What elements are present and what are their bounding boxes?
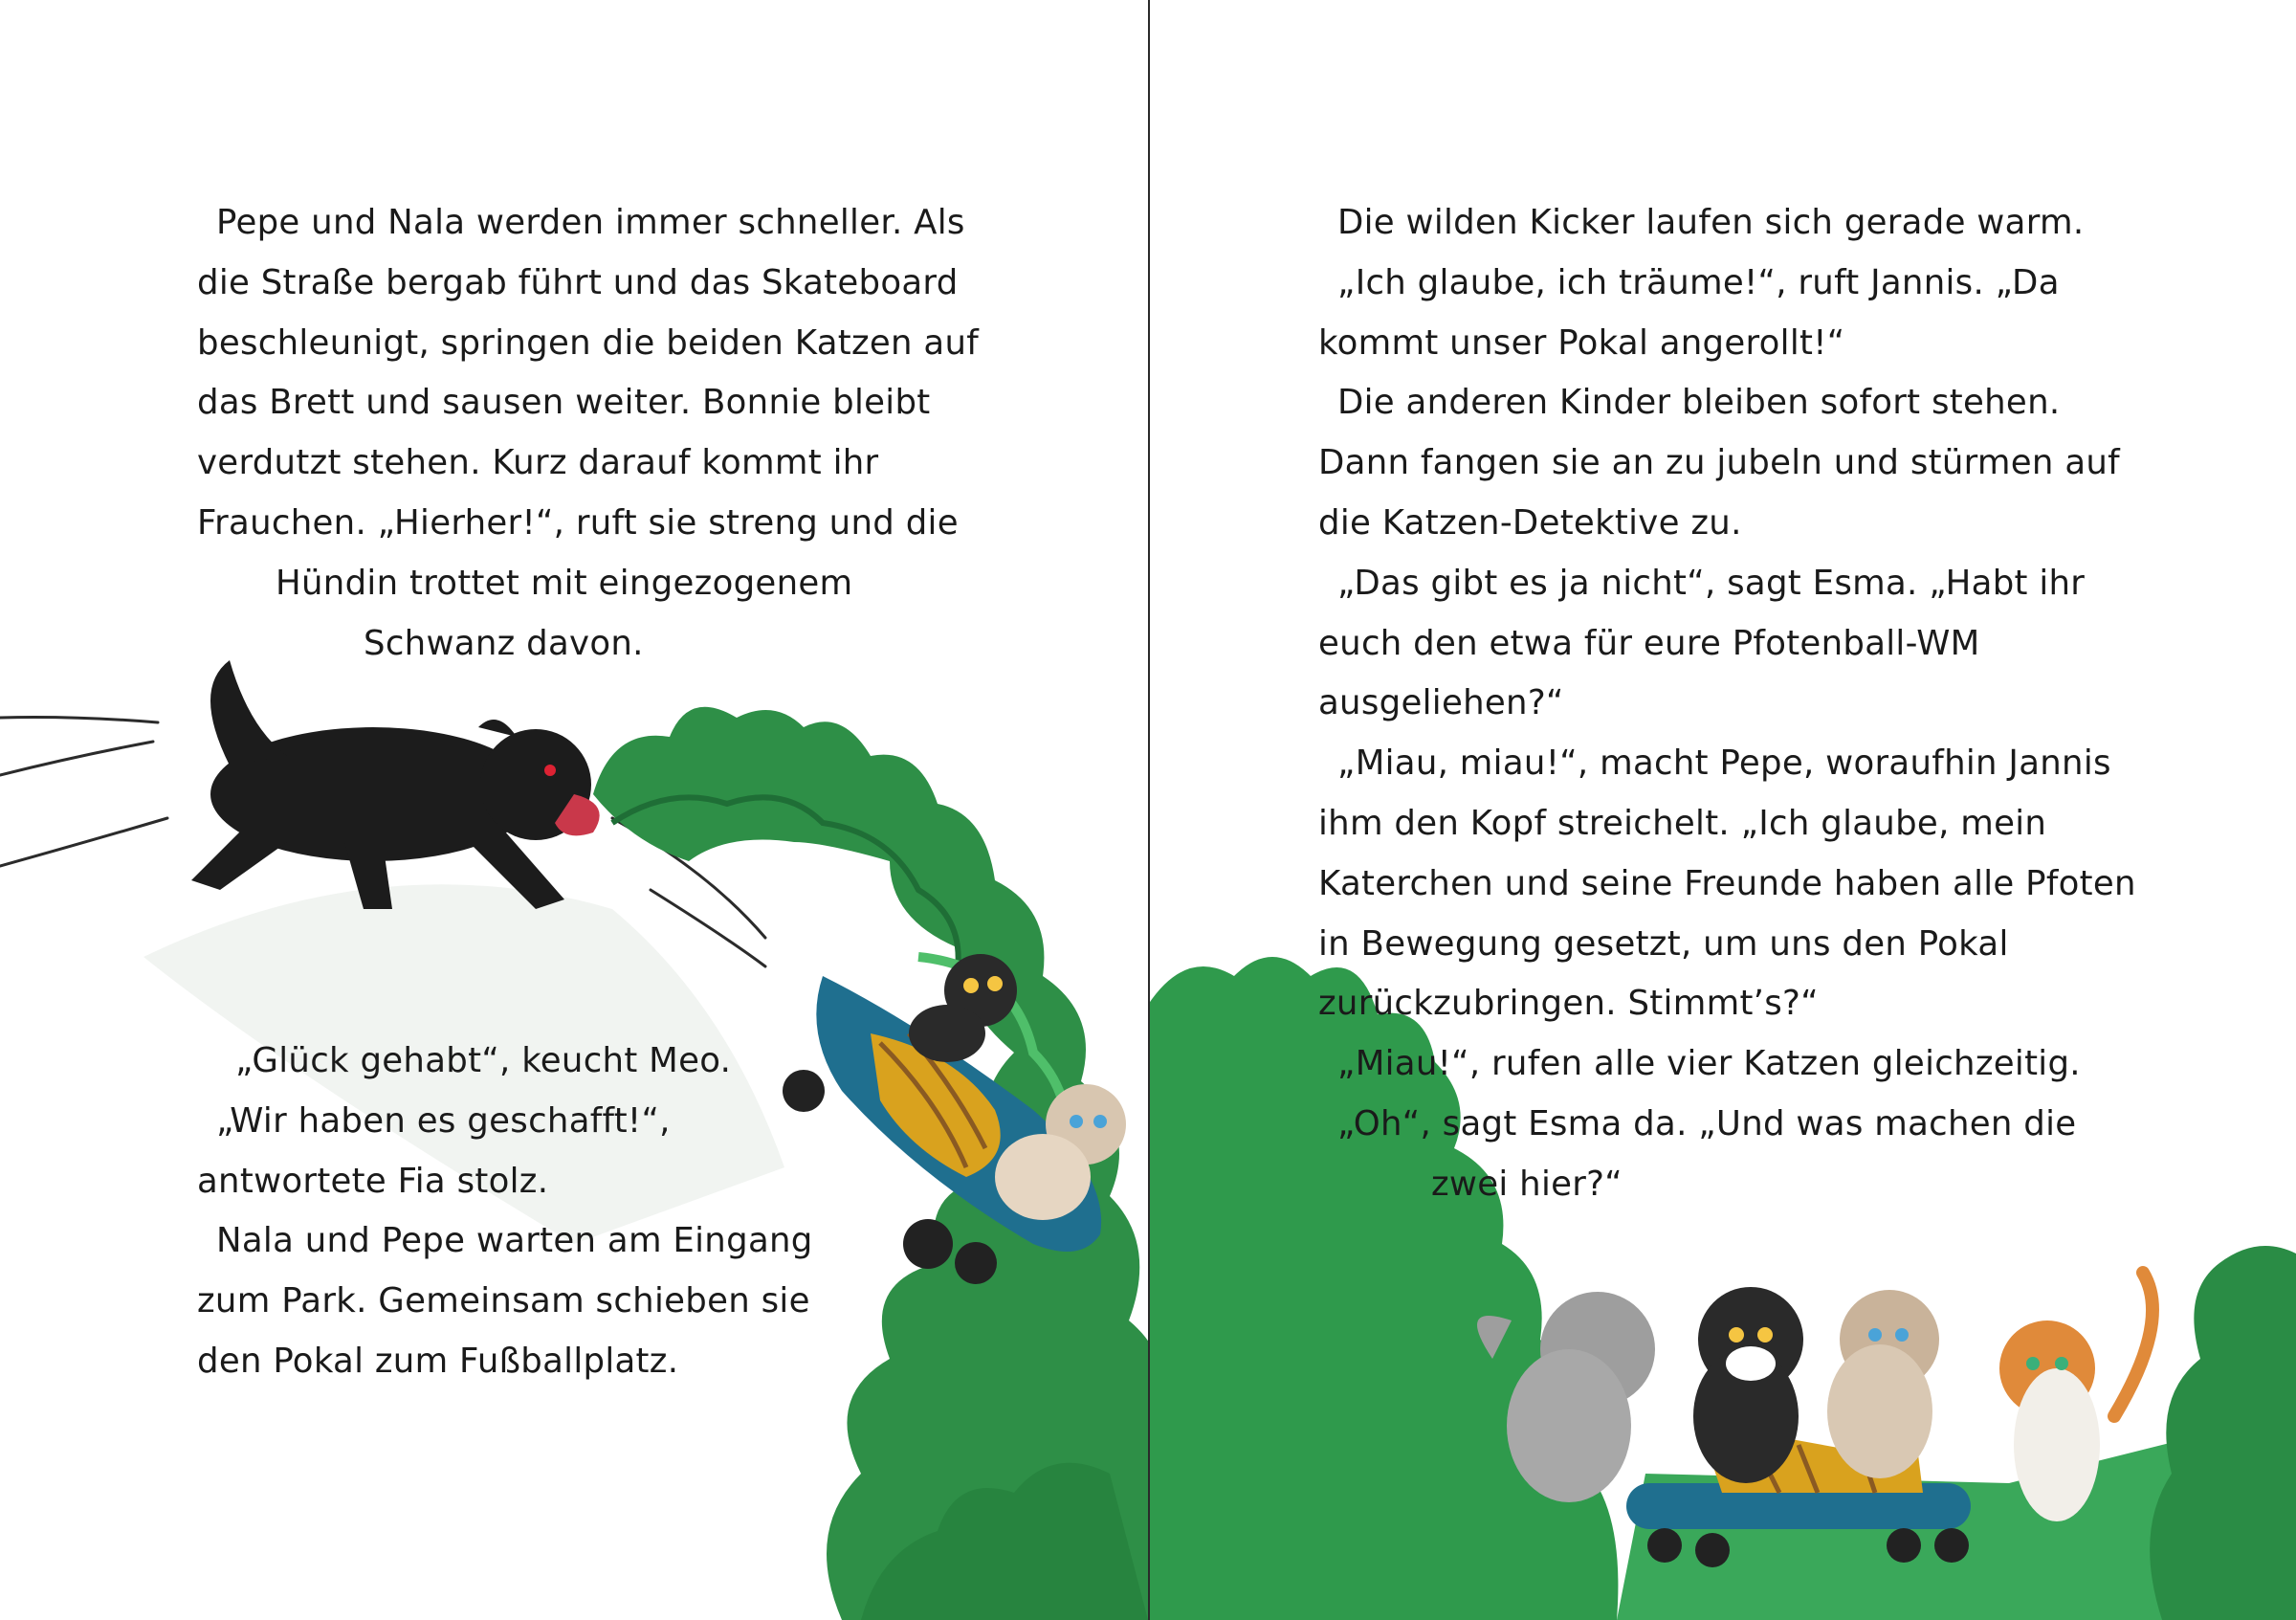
text-line: „Oh“, sagt Esma da. „Und was machen die bbox=[1337, 1103, 2077, 1143]
dog-icon bbox=[191, 660, 600, 909]
text-line: euch den etwa für eure Pfotenball-WM bbox=[1318, 623, 1980, 663]
text-line: antwortete Fia stolz. bbox=[197, 1161, 549, 1201]
text-line: ihm den Kopf streichelt. „Ich glaube, mein bbox=[1318, 803, 2047, 843]
text-line: „Glück gehabt“, keucht Meo. bbox=[235, 1041, 732, 1080]
left-paragraph-bottom bbox=[197, 1032, 813, 1392]
text-line: die Straße bergab führt und das Skateboard bbox=[197, 262, 959, 302]
text-line: Frauchen. „Hierher!“, ruft sie streng und die bbox=[197, 502, 959, 543]
text-line: die Katzen-Detektive zu. bbox=[1318, 502, 1742, 543]
text-line: verdutzt stehen. Kurz darauf kommt ihr bbox=[197, 443, 879, 483]
text-line: Pepe und Nala werden immer schneller. Als bbox=[216, 203, 965, 242]
text-line: beschleunigt, springen die beiden Katzen auf bbox=[197, 322, 980, 363]
text-line: in Bewegung gesetzt, um uns den Pokal bbox=[1318, 923, 2009, 964]
left-paragraph-top bbox=[197, 193, 979, 674]
text-line: Katerchen und seine Freunde haben alle Pfoten bbox=[1318, 863, 2136, 903]
text-line: ausgeliehen?“ bbox=[1318, 683, 1564, 723]
text-line: Nala und Pepe warten am Eingang bbox=[216, 1221, 813, 1261]
right-page-text bbox=[1318, 193, 2136, 1215]
text-line: das Brett und sausen weiter. Bonnie bleibt bbox=[197, 383, 931, 423]
text-line: „Ich glaube, ich träume!“, ruft Jannis. „Da bbox=[1337, 262, 2060, 302]
text-line: kommt unser Pokal angerollt!“ bbox=[1318, 322, 1845, 363]
text-line: Die anderen Kinder bleiben sofort stehen. bbox=[1337, 383, 2061, 423]
text-line: „Miau, miau!“, macht Pepe, woraufhin Jannis bbox=[1337, 743, 2111, 784]
text-line: Schwanz davon. bbox=[364, 623, 644, 663]
text-line: zwei hier?“ bbox=[1431, 1164, 1623, 1204]
text-line: Die wilden Kicker laufen sich gerade warm. bbox=[1337, 203, 2085, 242]
text-line: „Das gibt es ja nicht“, sagt Esma. „Habt ihr bbox=[1337, 563, 2086, 603]
text-line: Dann fangen sie an zu jubeln und stürmen auf bbox=[1318, 443, 2120, 483]
cat-icon bbox=[909, 954, 1017, 1062]
text-line: Hündin trottet mit eingezogenem bbox=[276, 563, 853, 603]
text-line: „Miau!“, rufen alle vier Katzen gleichzeitig. bbox=[1337, 1044, 2081, 1084]
text-line: den Pokal zum Fußballplatz. bbox=[197, 1341, 679, 1381]
page-gutter bbox=[1148, 0, 1150, 1620]
cat-icon bbox=[1827, 1290, 1939, 1478]
text-line: zurückzubringen. Stimmt’s?“ bbox=[1318, 984, 1819, 1024]
cat-icon bbox=[1693, 1287, 1803, 1483]
text-line: „Wir haben es geschafft!“, bbox=[216, 1100, 671, 1141]
text-line: zum Park. Gemeinsam schieben sie bbox=[197, 1281, 810, 1321]
